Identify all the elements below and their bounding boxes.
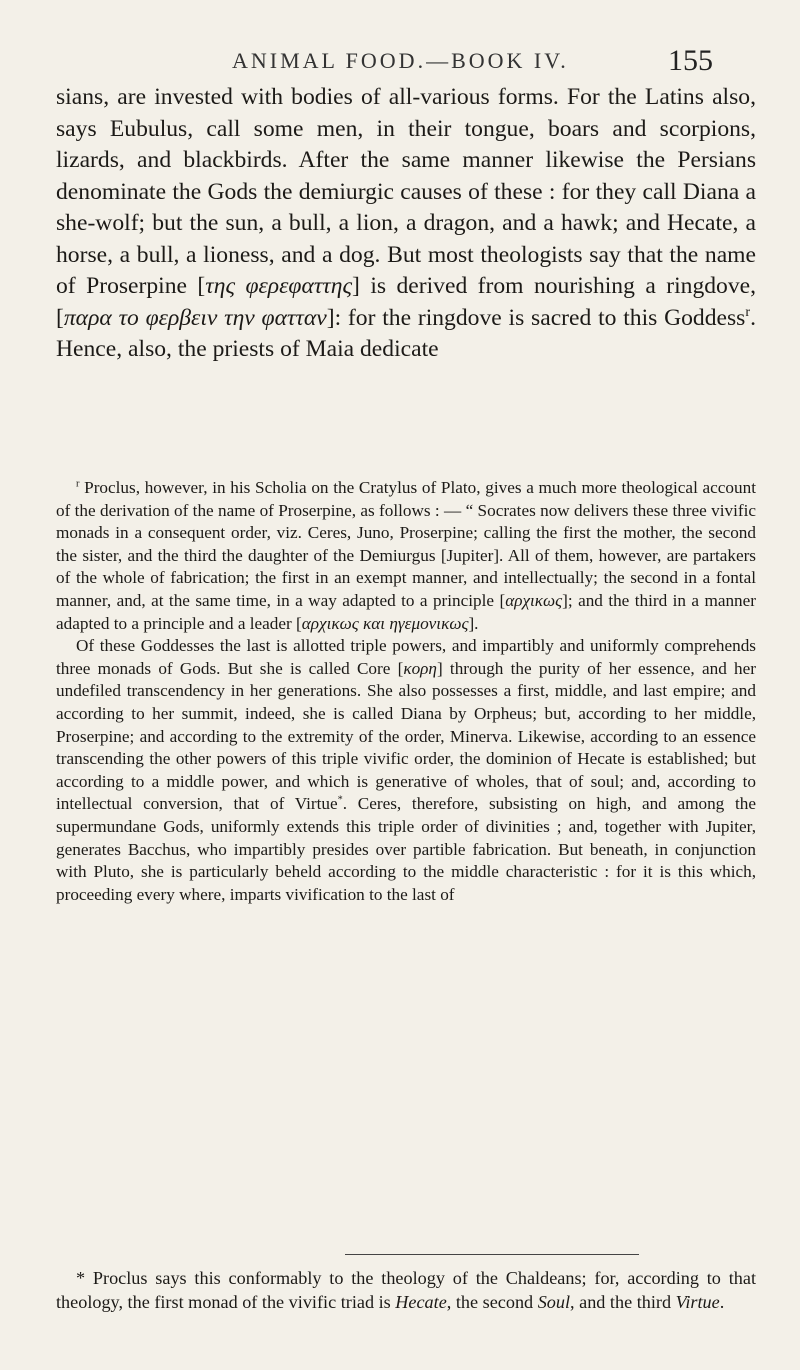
main-paragraph (56, 82, 756, 366)
page-number: 155 (668, 44, 713, 77)
footnote-text: ]. (468, 613, 479, 633)
emphasis-hecate: Hecate (395, 1292, 447, 1313)
footnote-star (56, 1266, 756, 1315)
greek-phrase: κορη (403, 658, 437, 678)
body-text-segment: ] is derived from nourishing a ringdove, [ (56, 273, 757, 331)
footnote-mark: r (76, 478, 80, 490)
footnote-text: Proclus says this conformably to the theology of the Chaldeans; for, according to that theology, the first monad of the vivific triad is (56, 1268, 756, 1313)
greek-phrase: αρχικως και ηγεμονικως (301, 613, 469, 633)
footnote-text: . (719, 1292, 725, 1313)
body-text-segment: ]: for the ringdove is sacred to this Goddess (326, 304, 746, 331)
footnote-text: Proclus, however, in his Scholia on the Cratylus of Plato, gives a much more theological account of the derivation of the name of Proserpine, as follows : — “ Socrates now delivers these three vivific monads in a consequent order, viz. Ceres, Juno, Proserpine; calling the first the mother, the second the sister, and the third the daughter of the Demiurgus [Jupiter]. All of them, however, are partakers of the whole of fabrication; the first in an exempt manner, and intellectually; the second in a fontal manner, and, at the same time, in a way adapted to a principle [ (56, 478, 756, 610)
greek-phrase: της φερεφαττης (205, 273, 353, 299)
greek-phrase: αρχικως (505, 590, 563, 610)
emphasis-virtue: Virtue (675, 1292, 720, 1313)
footnote-paragraph (56, 635, 756, 906)
body-text-segment: sians, are invested with bodies of all-various forms. For the Latins also, says Eubulus, call some men, in their tongue, boars and scorpions, lizards, and blackbirds. After the same manner likewise the Persians denominate the Gods the demiurgic causes of these : for they call Diana a she-wolf; but the sun, a bull, a lion, a dragon, and a hawk; and Hecate, a horse, a bull, a lioness, and a dog. But most theologists say that the name of Proserpine [ (56, 84, 756, 299)
footnote-text: , and the third (570, 1292, 676, 1313)
footnote-text: ]; and the third in a manner adapted to a principle and a leader [ (56, 590, 756, 633)
footnote-mark: * (76, 1268, 86, 1288)
footnote-text: , the second (446, 1292, 538, 1313)
greek-phrase: παρα το φερβειν την φατταν (63, 304, 327, 331)
footnote-text: Of these Goddesses the last is allotted triple powers, and impartibly and uniformly comprehends three monads of Gods. But she is called Core [ (56, 636, 756, 678)
footnote-reference: * (337, 794, 343, 806)
footnote-paragraph (56, 477, 756, 635)
body-text-segment: . Hence, also, the priests of Maia dedicate (56, 304, 756, 362)
footnote-reference: r (745, 303, 751, 320)
footnote-text: ] through the purity of her essence, and her undefiled transcendency in her generations. She also possesses a first, middle, and last empire; and according to her summit, indeed, she is called Diana by Orpheus; but, according to her middle, Proserpine; and according to the extremity of the order, Minerva. Likewise, according to an essence transcending the other powers of this triple vivific order, the dominion of Hecate is established; but according to a middle power, and which is generative of wholes, that of soul; and, according to intellectual conversion, that of Virtue (56, 658, 756, 814)
emphasis-soul: Soul (537, 1292, 571, 1313)
footnote-r (56, 477, 756, 906)
footnote-divider (345, 1254, 639, 1255)
page-header (0, 22, 800, 77)
footnote-text: . Ceres, therefore, subsisting on high, and among the supermundane Gods, uniformly extends this triple order of divinities ; and, together with Jupiter, generates Bacchus, who impartibly presides over partible fabrication. But beneath, in conjunction with Pluto, she is particularly beheld according to the middle characteristic : for it is this which, proceeding every where, imparts vivification to the last of (56, 794, 756, 904)
running-head: ANIMAL FOOD.—BOOK IV. (232, 48, 569, 73)
